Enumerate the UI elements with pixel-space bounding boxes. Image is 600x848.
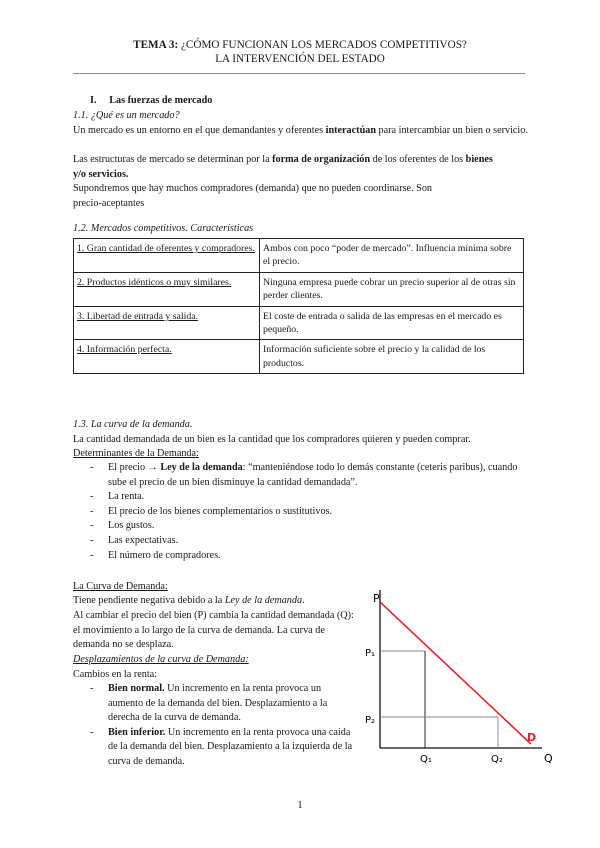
- page-number: 1: [297, 799, 303, 811]
- text-run: Un mercado es un entorno en el que demandantes y oferentes: [73, 125, 326, 136]
- p2-label: P₂: [365, 715, 376, 726]
- paragraph-pendiente: [73, 594, 355, 609]
- demand-curve-label: D: [527, 731, 537, 744]
- text-run: Tiene pendiente negativa debido a la: [73, 595, 225, 606]
- table-cell-description: Información suficiente sobre el precio y la calidad de los productos.: [260, 340, 524, 374]
- text-run-bold: forma de organización: [272, 154, 371, 165]
- determinants-title: Determinantes de la Demanda:: [73, 448, 199, 459]
- title-label: TEMA 3:: [133, 39, 179, 51]
- section-heading: [90, 94, 212, 109]
- section-heading-text: Las fuerzas de mercado: [109, 95, 213, 106]
- list-item: [90, 726, 358, 770]
- table-cell-description: Ambos con poco “poder de mercado”. Influencia mínima sobre el precio.: [260, 239, 524, 273]
- list-item: [90, 682, 358, 726]
- table-row: [74, 239, 524, 273]
- subsection-title-1-2: 1.2. Mercados competitivos. Características: [73, 223, 254, 234]
- table-cell-characteristic: 2. Productos idénticos o muy similares.: [74, 272, 260, 306]
- demand-curve-graph: [360, 580, 560, 780]
- y-axis-label: P: [373, 592, 380, 605]
- table-cell-characteristic: 1. Gran cantidad de oferentes y compradores.: [74, 239, 260, 273]
- paragraph-movimiento: Al cambiar el precio del bien (P) cambia la cantidad demandada (Q): el movimiento a lo largo de la curva de demanda. La curva de demanda no se desplaza.: [73, 610, 354, 651]
- text-run: Un incremento en la renta provoca una caída de la demanda del bien. Desplazamiento a la izquierda de la curva de demanda.: [108, 726, 353, 767]
- q2-label: Q₂: [491, 754, 503, 765]
- demand-curve-line: [380, 602, 531, 744]
- section-number: I.: [90, 95, 97, 106]
- text-run-bold: Bien inferior.: [108, 726, 166, 738]
- text-run-bold: Bien normal.: [108, 683, 165, 694]
- header-divider: [73, 73, 525, 74]
- paragraph-estructuras: [73, 153, 503, 182]
- list-item: - Los gustos.: [90, 519, 530, 534]
- text-run: Un incremento en la renta provoca un aumento de la demanda del bien. Desplazamiento a la derecha de la curva de demanda.: [108, 683, 328, 724]
- list-item: - Las expectativas.: [90, 534, 530, 549]
- table-cell-characteristic: 3. Libertad de entrada y salida.: [74, 306, 260, 340]
- table-cell-description: El coste de entrada o salida de las empresas en el mercado es pequeño.: [260, 306, 524, 340]
- table-row: [74, 272, 524, 306]
- table-row: [74, 306, 524, 340]
- income-changes-label: Cambios en la renta:: [73, 669, 158, 680]
- subsection-title-1-1: 1.1. ¿Qué es un mercado?: [73, 110, 180, 121]
- list-item: - El precio de los bienes complementarios o sustitutivos.: [90, 505, 530, 520]
- text-run: de los oferentes de los: [370, 154, 466, 165]
- paragraph-mercado: [73, 124, 528, 139]
- text-run-bold: interactúan: [325, 125, 376, 136]
- text-run: : “manteniéndose todo lo demás constante (ceteris paribus), cuando sube el precio de un bien disminuye la cantidad demandada”.: [108, 462, 518, 488]
- document-subtitle: LA INTERVENCIÓN DEL ESTADO: [215, 53, 385, 65]
- curve-title: La Curva de Demanda:: [73, 581, 168, 592]
- subsection-title-1-3: 1.3. La curva de la demanda.: [73, 419, 193, 430]
- text-run: para intercambiar un bien o servicio.: [376, 125, 528, 136]
- shifts-title: Desplazamientos de la curva de Demanda:: [73, 654, 249, 665]
- text-run-italic: Ley de la demanda: [224, 595, 303, 606]
- paragraph-precio-aceptantes: Supondremos que hay muchos compradores (demanda) que no pueden coordinarse. Son precio-aceptantes: [73, 183, 433, 209]
- list-item: - El número de compradores.: [90, 549, 530, 564]
- document-title: [0, 38, 600, 52]
- title-text: ¿CÓMO FUNCIONAN LOS MERCADOS COMPETITIVOS?: [180, 39, 467, 51]
- list-item: [90, 461, 530, 490]
- table-cell-characteristic: 4. Información perfecta.: [74, 340, 260, 374]
- text-run: Las estructuras de mercado se determinan por la: [73, 154, 273, 165]
- text-run-bold: Ley de la demanda: [160, 462, 243, 473]
- shifts-list: [90, 682, 358, 770]
- table-row: [74, 340, 524, 374]
- characteristics-table: [73, 238, 524, 374]
- paragraph-cantidad-demandada: La cantidad demandada de un bien es la cantidad que los compradores quieren y pueden comprar.: [73, 434, 471, 445]
- x-axis-label: Q: [544, 752, 553, 765]
- text-run: .: [302, 595, 305, 606]
- text-run: El precio →: [108, 462, 161, 473]
- table-cell-description: Ninguna empresa puede cobrar un precio superior al de otras sin perder clientes.: [260, 272, 524, 306]
- list-item: - La renta.: [90, 490, 530, 505]
- determinants-list: [90, 461, 530, 563]
- text-run-bold: bienes y/o servicios.: [73, 154, 493, 180]
- p1-label: P₁: [365, 648, 376, 659]
- q1-label: Q₁: [420, 754, 432, 765]
